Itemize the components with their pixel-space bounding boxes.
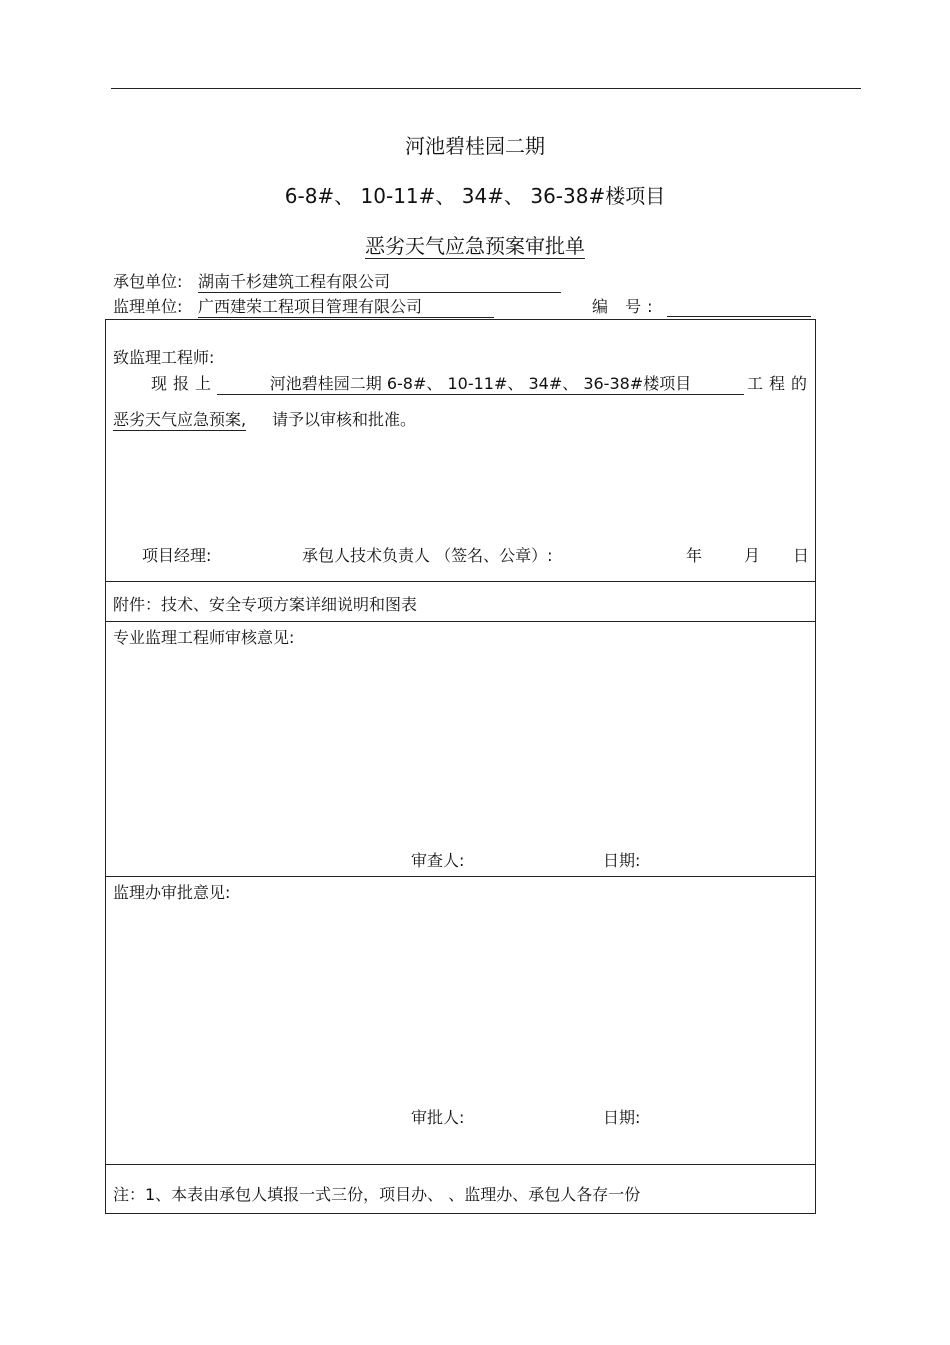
- day-label: 日: [793, 546, 810, 565]
- approval-date-label: 日期:: [603, 1108, 641, 1127]
- form-title-wrap: [0, 230, 950, 259]
- number-label: 编 号:: [592, 297, 659, 316]
- supervisor-label: 监理单位:: [113, 297, 183, 316]
- approval-title: 监理办审批意见:: [113, 883, 231, 902]
- review-date-label: 日期:: [603, 851, 641, 870]
- month-label: 月: [744, 546, 761, 565]
- year-label: 年: [686, 546, 703, 565]
- contractor-value: 湖南千杉建筑工程有限公司: [198, 269, 561, 293]
- salutation: 致监理工程师:: [113, 348, 215, 367]
- approval-section: [105, 876, 816, 1164]
- pm-label: 项目经理:: [142, 546, 212, 565]
- buildings-title: 6-8#、 10-11#、 34#、 36-38#楼项目: [284, 184, 666, 208]
- attachment-section: [105, 581, 816, 621]
- top-rule: [111, 88, 861, 89]
- tech-lead-label: 承包人技术负责人 （签名、公章）:: [302, 546, 553, 565]
- attachment-text: 附件：技术、安全专项方案详细说明和图表: [113, 595, 418, 614]
- plan-name: 恶劣天气应急预案,: [113, 407, 246, 431]
- form-title: 恶劣天气应急预案审批单: [365, 234, 585, 258]
- review-section: [105, 621, 816, 876]
- reviewer-label: 审查人:: [411, 851, 465, 870]
- approval-request: 请予以审核和批准。: [272, 410, 417, 429]
- note-section: [105, 1164, 816, 1214]
- supervisor-value: 广西建荣工程项目管理有限公司: [198, 294, 494, 318]
- submit-prefix: 现报上: [151, 374, 218, 393]
- contractor-label: 承包单位:: [113, 272, 183, 291]
- number-field[interactable]: [667, 296, 811, 317]
- project-reference: 河池碧桂园二期 6-8#、 10-11#、 34#、 36-38#楼项目: [217, 371, 744, 395]
- review-title: 专业监理工程师审核意见:: [113, 628, 295, 647]
- project-name: 河池碧桂园二期: [405, 134, 545, 158]
- approver-label: 审批人:: [411, 1108, 465, 1127]
- submit-suffix: 工程的: [747, 374, 814, 393]
- submission-section: [105, 319, 816, 581]
- note-text: 注：1、本表由承包人填报一式三份，项目办、 、监理办、承包人各存一份: [113, 1185, 641, 1204]
